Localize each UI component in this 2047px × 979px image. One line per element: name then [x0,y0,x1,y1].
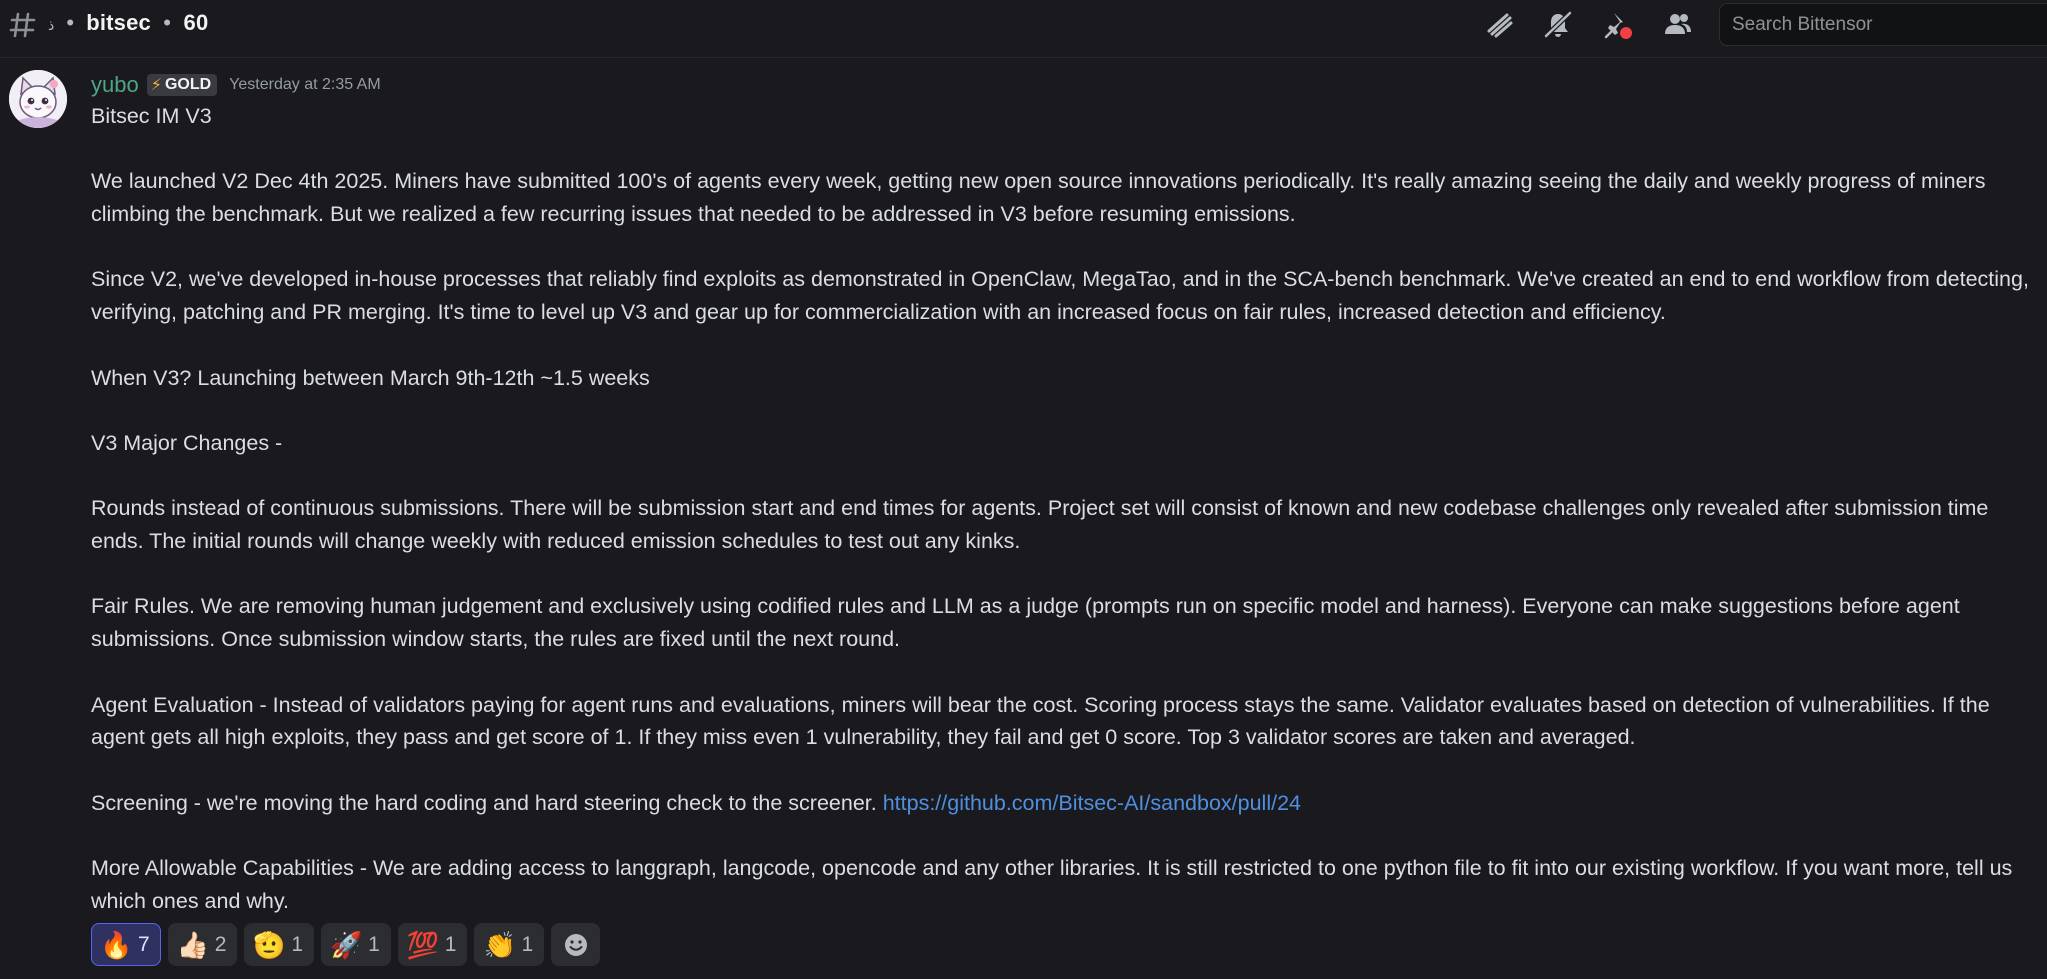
author-name[interactable]: yubo [91,72,139,97]
hundred-icon: 💯 [406,929,440,960]
message-header [91,70,381,100]
reaction-thumbs-up[interactable] [168,923,238,966]
title-separator: • [66,10,75,35]
reaction-fire[interactable] [91,923,161,966]
message-paragraph: Rounds instead of continuous submissions. There will be submission start and end times for agents. Project set will consist of known and new codebase challenges only revealed after submission time ends. The initial rounds will change weekly with reduced emission schedules to test out any kinks. [91,496,1989,554]
reaction-count: 1 [521,932,534,956]
title-separator: • [163,10,172,35]
mute-icon[interactable] [1542,9,1574,41]
badge-label: GOLD [164,76,212,93]
add-reaction-button[interactable] [551,923,600,966]
message-paragraph [91,787,2041,820]
thumbs-up-icon: 👍🏻 [176,929,210,960]
message-content [91,100,2041,917]
reaction-count: 1 [368,932,380,956]
message-paragraph: When V3? Launching between March 9th-12th ~1.5 weeks [91,365,650,390]
reaction-salute[interactable] [244,923,314,966]
threads-icon[interactable] [1483,9,1515,41]
message-paragraph: V3 Major Changes - [91,430,283,455]
search-input[interactable] [1732,14,2032,36]
message-timestamp[interactable]: Yesterday at 2:35 AM [229,76,381,93]
members-icon[interactable] [1662,9,1694,41]
salute-icon: 🫡 [253,929,286,960]
smiley-icon [563,932,589,958]
reaction-count: 1 [444,932,457,956]
paragraph-text: Screening - we're moving the hard coding and hard steering check to the screener. [91,790,883,815]
search-box[interactable] [1719,3,2047,46]
lightning-icon: ⚡ [150,77,162,94]
message-paragraph: Agent Evaluation - Instead of validators paying for agent runs and evaluations, miners will bear the cost. Scoring process stays the same. Validator evaluates based on detection of vulnerabilities. If the agent gets all high exploits, they pass and get score of 1. If they miss even 1 vulnerability, they fail and get 0 score. Top 3 validator scores are taken and averaged. [91,692,1990,750]
message-paragraph: Bitsec IM V3 [91,104,212,128]
message-paragraph: More Allowable Capabilities - We are adding access to langgraph, langcode, opencode and any other libraries. It is still restricted to one python file to fit into our existing workflow. If you want more, tell us which ones and why. [91,856,2013,913]
channel-number: 60 [183,10,209,35]
reaction-hundred[interactable] [398,923,468,966]
reaction-count: 2 [214,932,227,956]
reaction-clap[interactable] [474,923,544,966]
channel-name: bitsec [86,10,151,35]
reaction-count: 1 [291,932,304,956]
reaction-rocket[interactable] [321,923,391,966]
channel-prefix: ذ [48,17,55,33]
avatar[interactable] [9,70,67,128]
clap-icon: 👏 [483,929,516,960]
message-paragraph: We launched V2 Dec 4th 2025. Miners have submitted 100's of agents every week, getting new open source innovations periodically. It's really amazing seeing the daily and weekly progress of miners climbing the benchmark. But we realized a few recurring issues that needed to be addressed in V3 before resuming emissions. [91,169,1986,227]
rocket-icon: 🚀 [330,929,363,960]
message-paragraph: Fair Rules. We are removing human judgement and exclusively using codified rules and LLM as a judge (prompts run on specific model and harness). Everyone can make suggestions before agent submissions. Once submission window starts, the rules are fixed until the next round. [91,594,1960,652]
fire-icon: 🔥 [100,929,133,960]
role-badge[interactable] [147,74,217,96]
channel-title [48,10,208,36]
reaction-bar [91,923,600,966]
message-paragraph: Since V2, we've developed in-house processes that reliably find exploits as demonstrated in OpenClaw, MegaTao, and in the SCA-bench benchmark. We've created an end to end workflow from detecting, verifying, patching and PR merging. It's time to level up V3 and gear up for commercialization with an increased focus on fair rules, increased detection and efficiency. [91,267,2029,325]
github-link[interactable]: https://github.com/Bitsec-AI/sandbox/pull/24 [882,790,1301,815]
reaction-count: 7 [138,932,150,956]
cat-avatar-icon [9,70,67,128]
pin-icon[interactable] [1602,9,1634,41]
channel-header [0,0,2047,58]
thread-hash-icon [9,11,37,39]
